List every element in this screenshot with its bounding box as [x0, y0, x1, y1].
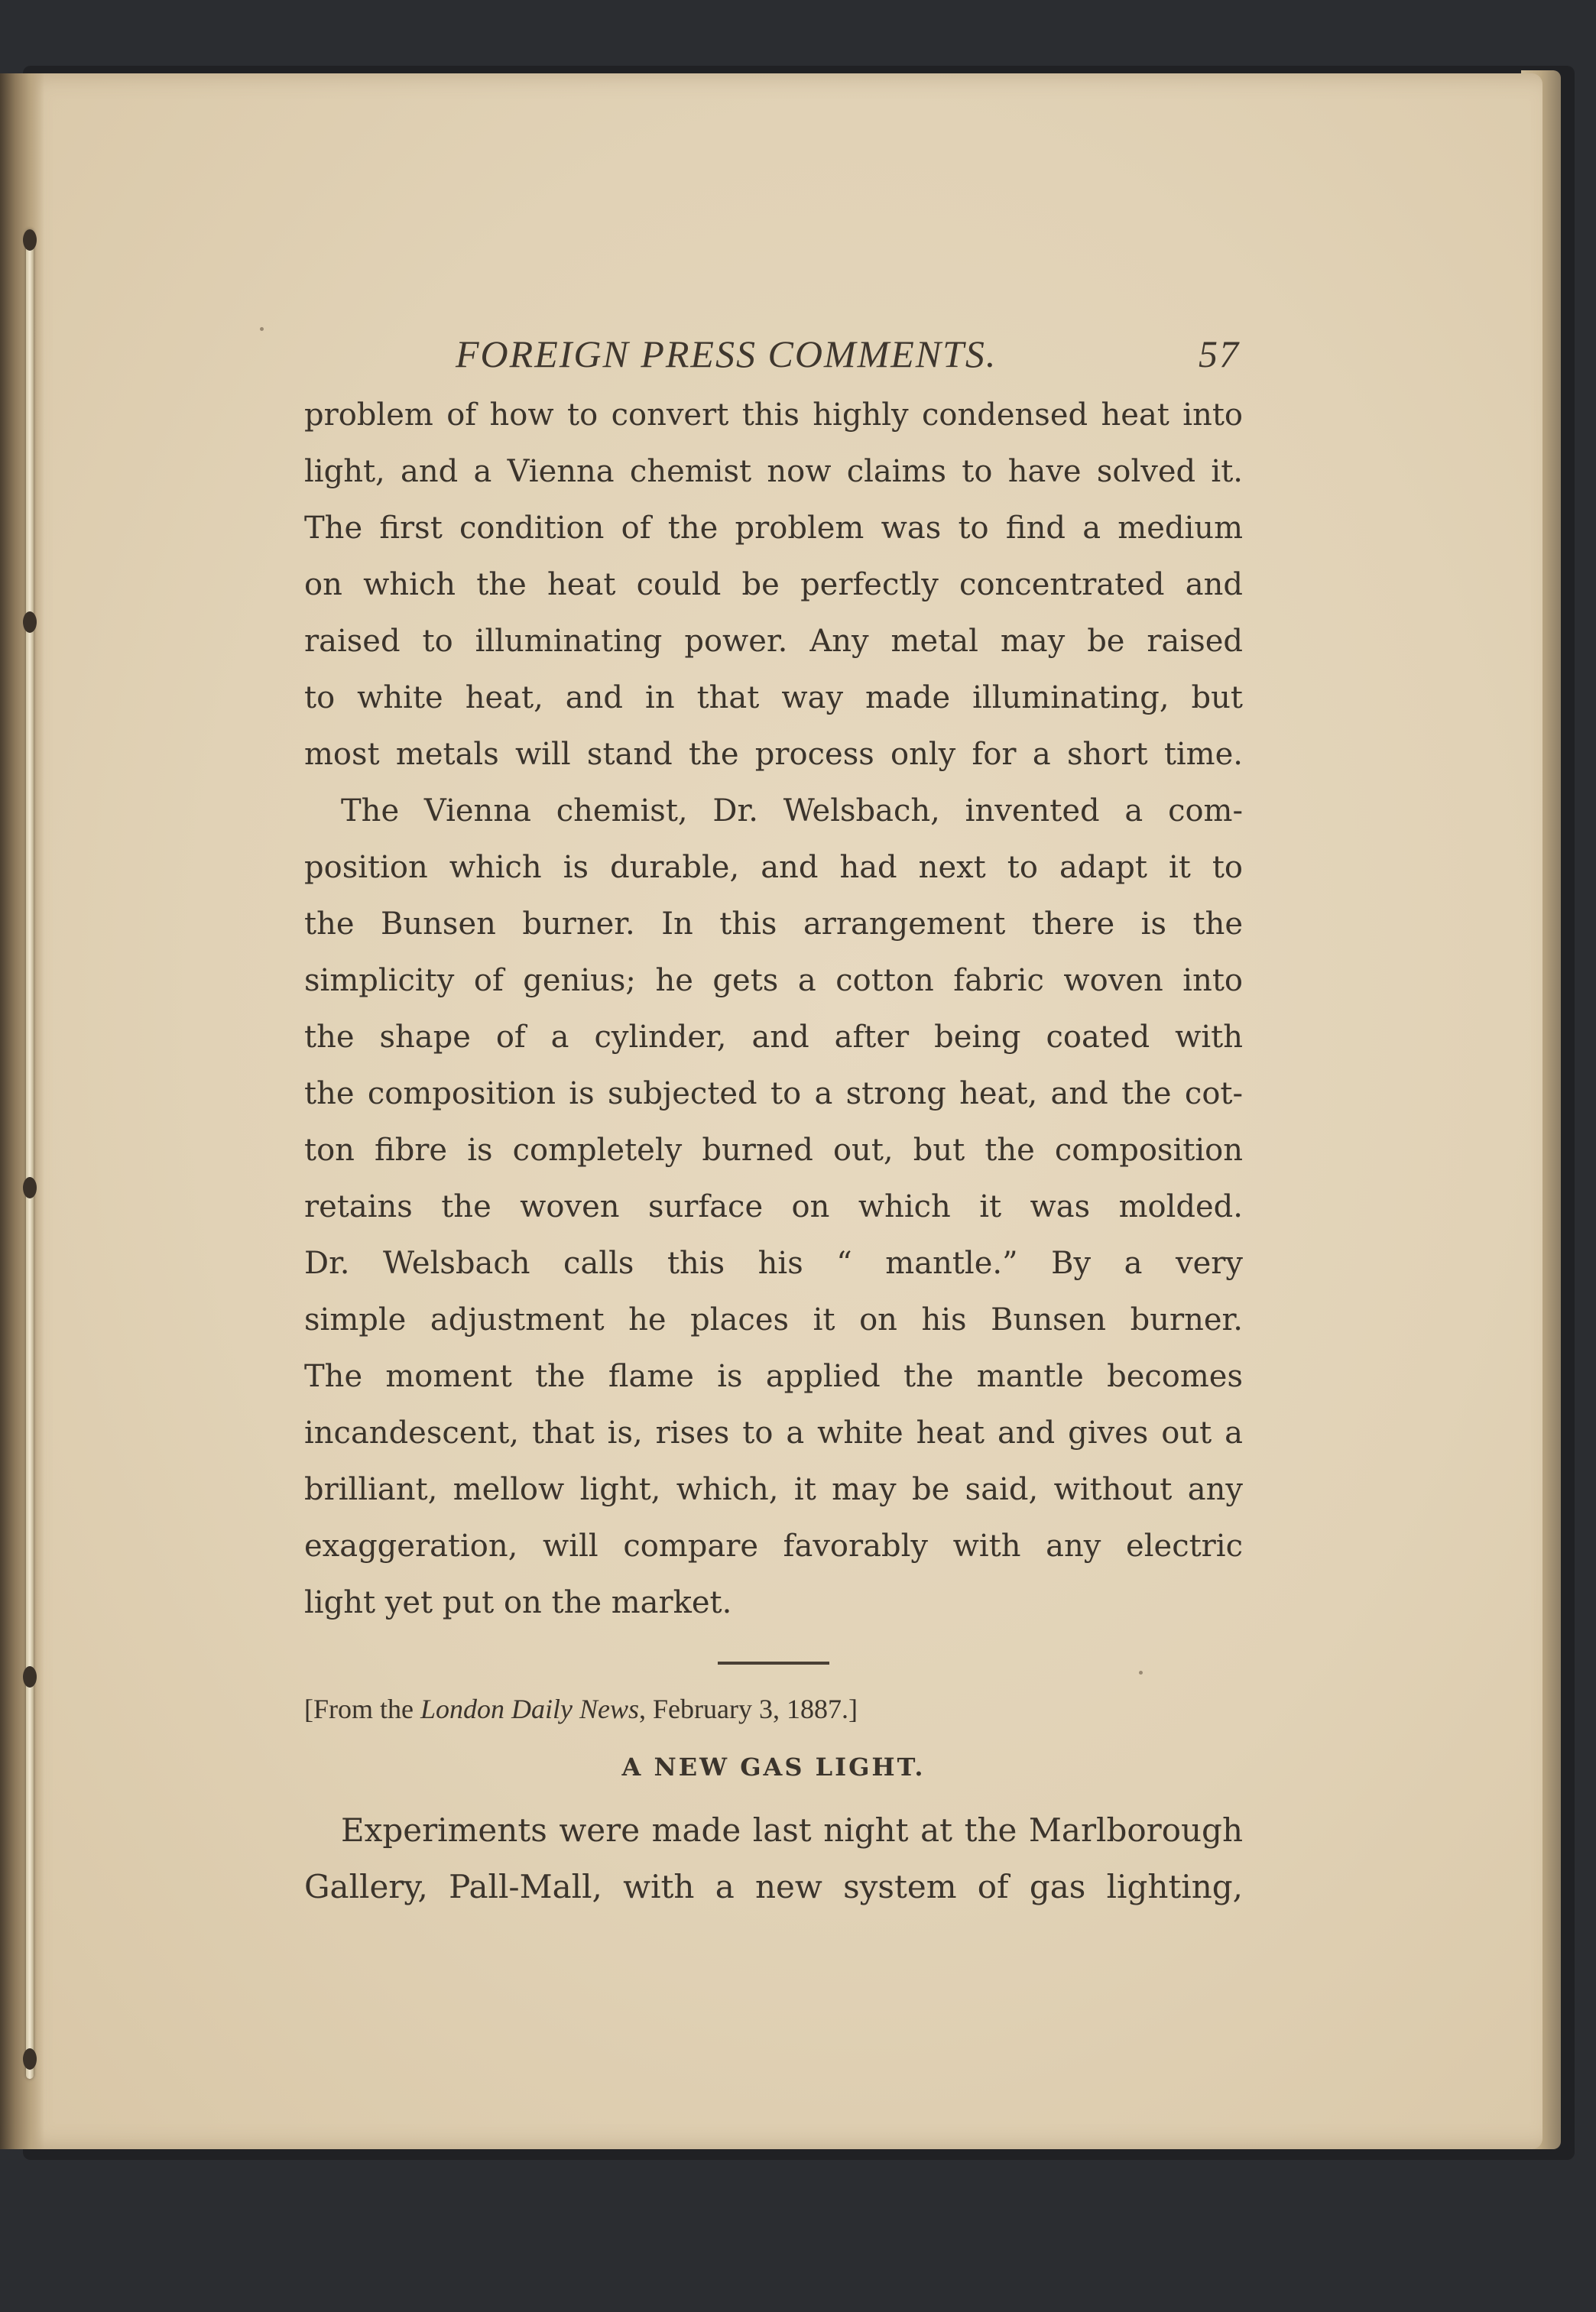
text-line: brilliant, mellow light, which, it may be said, without any [304, 1472, 1243, 1507]
stitch-hole [23, 229, 37, 251]
text-line: ton fibre is completely burned out, but the composition [304, 1133, 1243, 1168]
text-line: raised to illuminating power. Any metal may be raised [304, 624, 1243, 659]
text-line: simple adjustment he places it on his Bunsen burner. [304, 1302, 1243, 1338]
text-line: Experiments were made last night at the Marlborough [341, 1811, 1243, 1849]
text-line: the shape of a cylinder, and after being coated with [304, 1020, 1243, 1055]
text-line: The moment the flame is applied the mantle becomes [304, 1359, 1243, 1394]
text-line: incandescent, that is, rises to a white heat and gives out a [304, 1415, 1243, 1451]
paragraph-continued [304, 387, 1243, 783]
text-line: light yet put on the market. [304, 1585, 732, 1620]
text-line: on which the heat could be perfectly concentrated and [304, 567, 1243, 602]
stitch-hole [23, 611, 37, 633]
text-line: light, and a Vienna chemist now claims to have solved it. [304, 454, 1243, 489]
text-line: retains the woven surface on which it was molded. [304, 1189, 1243, 1224]
source-publication: London Daily News [420, 1694, 639, 1724]
section-divider [718, 1662, 829, 1665]
running-header [304, 329, 1243, 387]
text-line: the composition is subjected to a strong heat, and the cot- [304, 1076, 1243, 1111]
stitch-hole [23, 2048, 37, 2070]
text-line: The first condition of the problem was to find a medium [304, 511, 1243, 546]
source-suffix: , February 3, 1887.] [639, 1694, 858, 1724]
page-text [304, 329, 1243, 1915]
text-line: the Bunsen burner. In this arrangement there is the [304, 906, 1243, 942]
text-line: most metals will stand the process only for a short time. [304, 737, 1243, 772]
page-number: 57 [1199, 332, 1240, 375]
running-title: FOREIGN PRESS COMMENTS. [456, 332, 998, 375]
section-heading: A NEW GAS LIGHT. [621, 1753, 926, 1782]
paper-speck [260, 327, 264, 331]
text-line: The Vienna chemist, Dr. Welsbach, invented a com- [341, 793, 1243, 828]
text-line: Dr. Welsbach calls this his “ mantle.” By a very [304, 1246, 1243, 1281]
text-line: simplicity of genius; he gets a cotton fabric woven into [304, 963, 1243, 998]
paragraph-experiments [304, 1802, 1243, 1915]
text-line: position which is durable, and had next to adapt it to [304, 850, 1243, 885]
text-line: Gallery, Pall-Mall, with a new system of gas lighting, [304, 1868, 1243, 1905]
stitch-hole [23, 1177, 37, 1198]
paragraph-welsbach [304, 783, 1243, 1631]
text-line: to white heat, and in that way made illuminating, but [304, 680, 1243, 715]
binding-gutter [0, 73, 44, 2149]
source-prefix: [From the [304, 1694, 420, 1724]
text-line: problem of how to convert this highly condensed heat into [304, 397, 1243, 433]
stitch-hole [23, 1666, 37, 1688]
binding-thread [26, 229, 34, 2079]
text-line: exaggeration, will compare favorably with any electric [304, 1529, 1243, 1564]
source-citation [304, 1688, 1243, 1730]
